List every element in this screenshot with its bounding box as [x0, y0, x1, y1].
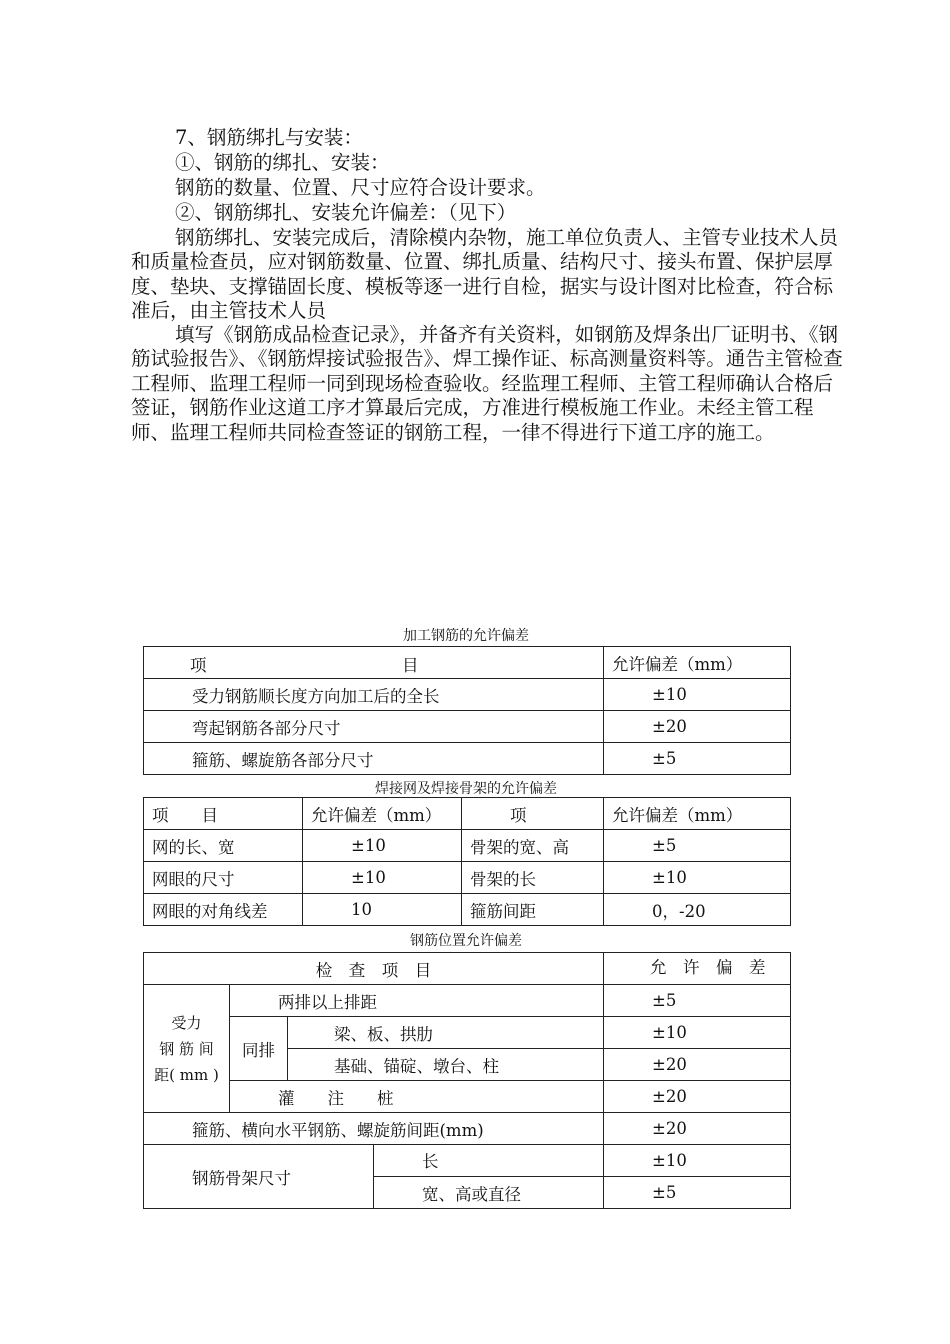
table-row: 基础、锚碇、墩台、柱 ±20 [144, 1049, 791, 1081]
table3-header-item: 检 查 项 目 [144, 953, 604, 985]
requirement-line: 钢筋的数量、位置、尺寸应符合设计要求。 [175, 176, 546, 199]
table-row: 宽、高或直径 ±5 [144, 1177, 791, 1209]
table1-header-row [144, 647, 791, 679]
paragraph-2: 填写《钢筋成品检查记录》，并备齐有关资料，如钢筋及焊条出厂证明书、《钢筋试验报告》、《钢筋焊接试验报告》、焊工操作证、标高测量资料等。通告主管检查工程师、监理工程师一同到现场检查验收。经监理工程师、主管工程师确认合格后签证，钢筋作业这道工序才算最后完成，方准进行模板施工作业。未经主管工程师、监理工程师共同检查签证的钢筋工程，一律不得进行下道工序的施工。 [131, 323, 843, 444]
table3-header-tol: 允 许 偏 差 [604, 953, 791, 985]
table-row: 弯起钢筋各部分尺寸 ±20 [144, 711, 791, 743]
subheading-2: ②、钢筋绑扎、安装允许偏差：（见下） [175, 201, 517, 224]
table-row: 受力 钢 筋 间 距( mm ) 两排以上排距 ±5 [144, 985, 791, 1017]
table-row: 网眼的尺寸 ±10 骨架的长 ±10 [144, 862, 791, 894]
table-processing-tolerance [143, 646, 791, 775]
paragraph-1: 钢筋绑扎、安装完成后，清除模内杂物，施工单位负责人、主管专业技术人员和质量检查员，应对钢筋数量、位置、绑扎质量、结构尺寸、接头布置、保护层厚度、垫块、支撑锚固长度、模板等逐一进行自检，据实与设计图对比检查，符合标准后，由主管技术人员 [131, 226, 839, 323]
table-welded-mesh-tolerance [143, 797, 791, 926]
table-row: 钢筋骨架尺寸 长 ±10 [144, 1145, 791, 1177]
table-row: 同排 梁、板、拱肋 ±10 [144, 1017, 791, 1049]
table3-caption: 钢筋位置允许偏差 [410, 933, 522, 949]
rebar-spacing-group-label: 受力 钢 筋 间 距( mm ) [144, 985, 230, 1113]
table2-header-row: 项 目 允许偏差（mm） 项 允许偏差（mm） [144, 798, 791, 830]
table-row: 箍筋、横向水平钢筋、螺旋筋间距(mm) ±20 [144, 1113, 791, 1145]
table-row: 网的长、宽 ±10 骨架的宽、高 ±5 [144, 830, 791, 862]
same-row-label: 同排 [230, 1017, 288, 1081]
table-row: 受力钢筋顺长度方向加工后的全长 ±10 [144, 679, 791, 711]
table-row: 箍筋、螺旋筋各部分尺寸 ±5 [144, 743, 791, 775]
frame-size-label: 钢筋骨架尺寸 [144, 1145, 374, 1209]
table1-caption: 加工钢筋的允许偏差 [403, 628, 529, 644]
table-row: 灌 注 桩 ±20 [144, 1081, 791, 1113]
table3-header-row [144, 953, 791, 985]
table1-header-tol: 允许偏差（mm） [604, 647, 791, 679]
section-heading: 7、钢筋绑扎与安装： [175, 126, 363, 149]
table2-caption: 焊接网及焊接骨架的允许偏差 [375, 781, 557, 797]
table-rebar-position-tolerance [143, 952, 791, 1209]
table1-header-item: 项 目 [144, 647, 604, 679]
subheading-1: ①、钢筋的绑扎、安装： [175, 151, 390, 174]
table-row: 网眼的对角线差 10 箍筋间距 0，-20 [144, 894, 791, 926]
